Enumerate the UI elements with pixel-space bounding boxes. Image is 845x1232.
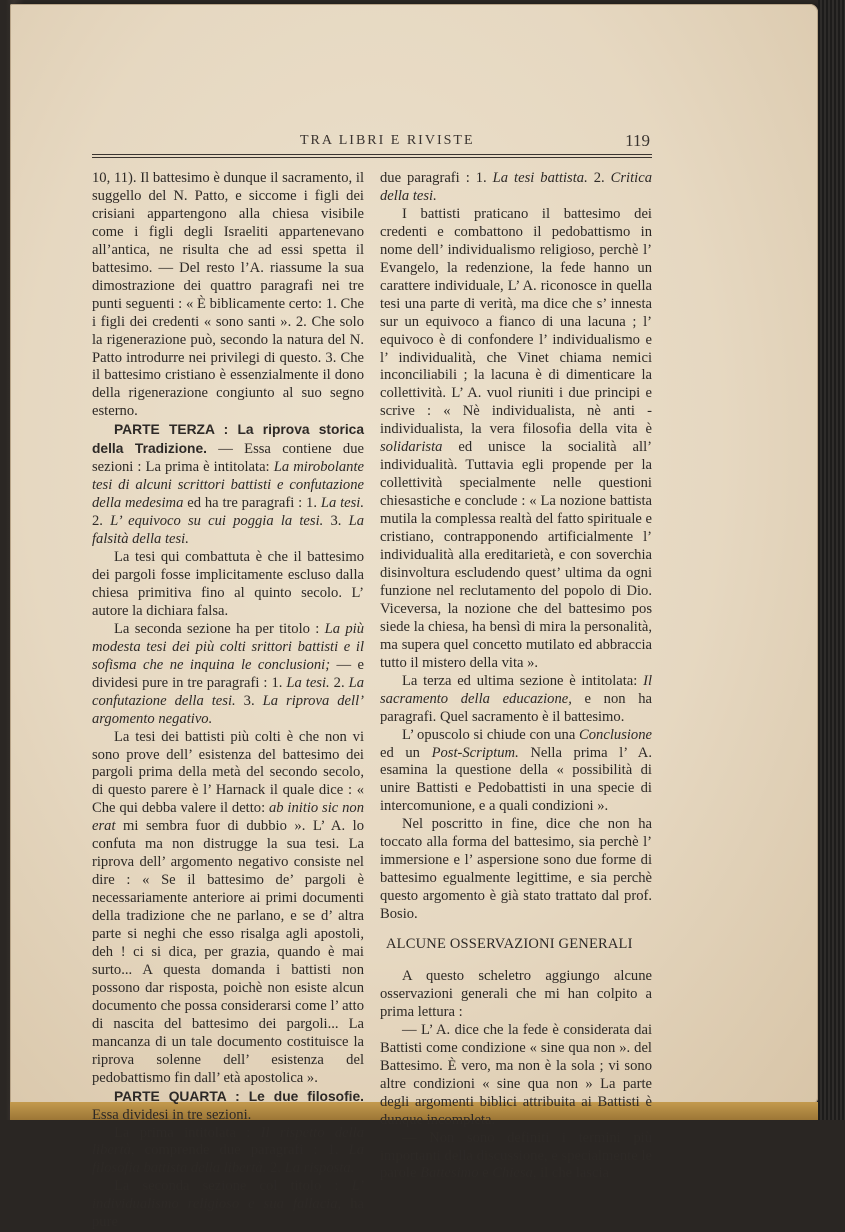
header-rule-bottom bbox=[92, 157, 652, 158]
paragraph: — Non sono definiti i termini più importanti della discussione, e specialmente le parole Battesimo e Chiesa, il che lascia bbox=[380, 1129, 652, 1182]
paragraph: Nel poscritto in fine, dice che non ha toccato alla forma del battesimo, sia perchè l’ immersione e l’ aspersione sono due forme di battesimo egualmente legittime, e sia perchè questo argomento è già stato trattato dal prof. Bosio. bbox=[380, 816, 652, 923]
paragraph: 10, 11). Il battesimo è dunque il sacramento, il suggello del N. Patto, e siccome i figli dei crisiani appartengono alla chiesa visibile come i figli degli Israeliti appartenevano all’antica, ne risulta che ad essi spetta il battesimo. — Del resto l’A. riassume la sua dimostrazione dei quattro paragrafi nei tre punti seguenti : « È biblicamente certo: 1. Che i figli dei credenti « sono santi ». 2. Che solo la rigenerazione può, secondo la natura del N. Patto introdurre nei privilegi di questo. 3. Che il battesimo cristiano è essenzialmente il dono della rigenerazione congiunto al suo segno esterno. bbox=[92, 170, 364, 420]
paragraph: La tesi qui combattuta è che il battesimo dei pargoli fosse implicitamente escluso dalla chiesa primitiva fino al quinto secolo. L’ autore la dichiara falsa. bbox=[92, 549, 364, 619]
paragraph: I battisti praticano il battesimo dei credenti e combattono il pedobattismo in nome dell’ individualismo religioso, perchè l’ Evangelo, la redenzione, la fede hanno un carattere individuale, L’ A. riconosce in quella tesi una parte di verità, ma dice che s’ innesta sur un equivoco a fianco di una lacuna ; l’ equivoco è di confondere l’ individualismo e l’ individualità, che Vinet chiama nemici inconciliabili ; la lacuna è di dimenticare la collettività. L’ A. vuol riuniti i due principi e scrive : « Nè individualista, nè anti - individualista, la vera filosofia della vita è solidarista ed unisce la socialità all’ individualità. Tuttavia egli propende per la collettività specialmente nelle questioni chiesastiche e conclude : « La nozione battista mutila la complessa realtà del fatto spirituale e cristiano, contrapponendo artificialmente l’ individualità alla ereditarietà, e con soverchia disinvoltura escludendo quest’ ultima da ogni funzione nel reclutamento del popolo di Dio. Viceversa, la nozione che del battesimo pos siede la chiesa, ha bensì di mira la personalità, ma supera quel concetto mutilato ed abbraccia tutto il mistero della vita ». bbox=[380, 205, 652, 671]
right-column bbox=[380, 170, 652, 1183]
section-title-parte-quarta: PARTE QUARTA : Le due filosofie. bbox=[114, 1088, 364, 1104]
page-number: 119 bbox=[625, 131, 650, 150]
running-title: TRA LIBRI E RIVISTE bbox=[300, 133, 475, 148]
paragraph: — L’ A. dice che la fede è considerata dai Battisti come condizione « sine qua non ». del Battesimo. È vero, ma non è la sola ; vi sono altre condizioni « sine qua non » La parte degli argomenti biblici attribuita ai Battisti è dunque incompleta. bbox=[380, 1021, 652, 1128]
paragraph: La tesi dei battisti più colti è che non vi sono prove dell’ esistenza del battesimo dei pargoli prima della metà del secondo secolo, di questo parere è l’ Harnack il quale dice : « Che qui debba valere il detto: ab initio sic non erat mi sembra fuor di dubbio ». L’ A. lo confuta ma non distrugge la sua tesi. La riprova dell’ argomento negativo consiste nel dire : « Se il battesimo de’ pargoli è necessariamente anteriore ai primi documenti della tradizione che ne parlano, e se d’ altra parte si neghi che esso risalga agli apostoli, deh ! ci si dica, per grazia, quando è mai surto... A questa domanda i battisti non possono dar risposta, poichè non esiste alcun documento che possa considerarsi come l’ atto di nascita del battesimo dei pargoli... La mancanza di un tale documento costituisce la riprova solenne dell’ esistenza del pedobattismo fin dall’ età apostolica ». bbox=[92, 728, 364, 1086]
left-column bbox=[92, 170, 364, 1232]
paragraph: L’ opuscolo si chiude con una Conclusione ed un Post-Scriptum. Nella prima l’ A. esamina la questione della « possibilità di unire Battisti e Pedobattisti in una specie di intercomunione, e a quali condizioni ». bbox=[380, 726, 652, 815]
section-heading: ALCUNE OSSERVAZIONI GENERALI bbox=[386, 936, 633, 953]
paragraph: PARTE TERZA : La riprova storica della Tradizione. — Essa contiene due sezioni : La prima è intitolata: La mirobolante tesi di alcuni scrittori battisti e confutazione della medesima ed ha tre paragrafi : 1. La tesi. 2. L’ equivoco su cui poggia la tesi. 3. La falsità della tesi. bbox=[92, 422, 365, 548]
paragraph: due paragrafi : 1. La tesi battista. 2. Critica della tesi. bbox=[380, 170, 652, 204]
paragraph: La seconda sezione col titolo : L’ individualismo religioso e sua fallacia, ha pure bbox=[92, 1178, 364, 1231]
header-rule-top bbox=[92, 154, 652, 155]
paragraph: PARTE QUARTA : Le due filosofie. Essa dividesi in tre sezioni. bbox=[92, 1088, 364, 1123]
section-title-parte-terza: PARTE TERZA : La riprova storica della Tradizione. bbox=[92, 422, 364, 457]
paragraph: La seconda sezione ha per titolo : La più modesta tesi dei più colti srittori battisti e il sofisma che ne inquina le conclusioni; — e dividesi pure in tre paragrafi : 1. La tesi. 2. La confutazione della tesi. 3. La riprova dell’ argomento negativo. bbox=[92, 620, 365, 727]
paragraph: La terza ed ultima sezione è intitolata: Il sacramento della educazione, e non ha paragrafi. Quel sacramento è il battesimo. bbox=[380, 672, 652, 725]
paragraph: La prima intitolata : Il rispetto della libertà, comprende due paragrafi : 1. La filosofia battista della libertà. 2. La risposta. bbox=[92, 1124, 364, 1177]
book-edge bbox=[818, 0, 845, 1120]
paragraph: A questo scheletro aggiungo alcune osservazioni generali che mi han colpito a prima lettura : bbox=[380, 967, 652, 1020]
